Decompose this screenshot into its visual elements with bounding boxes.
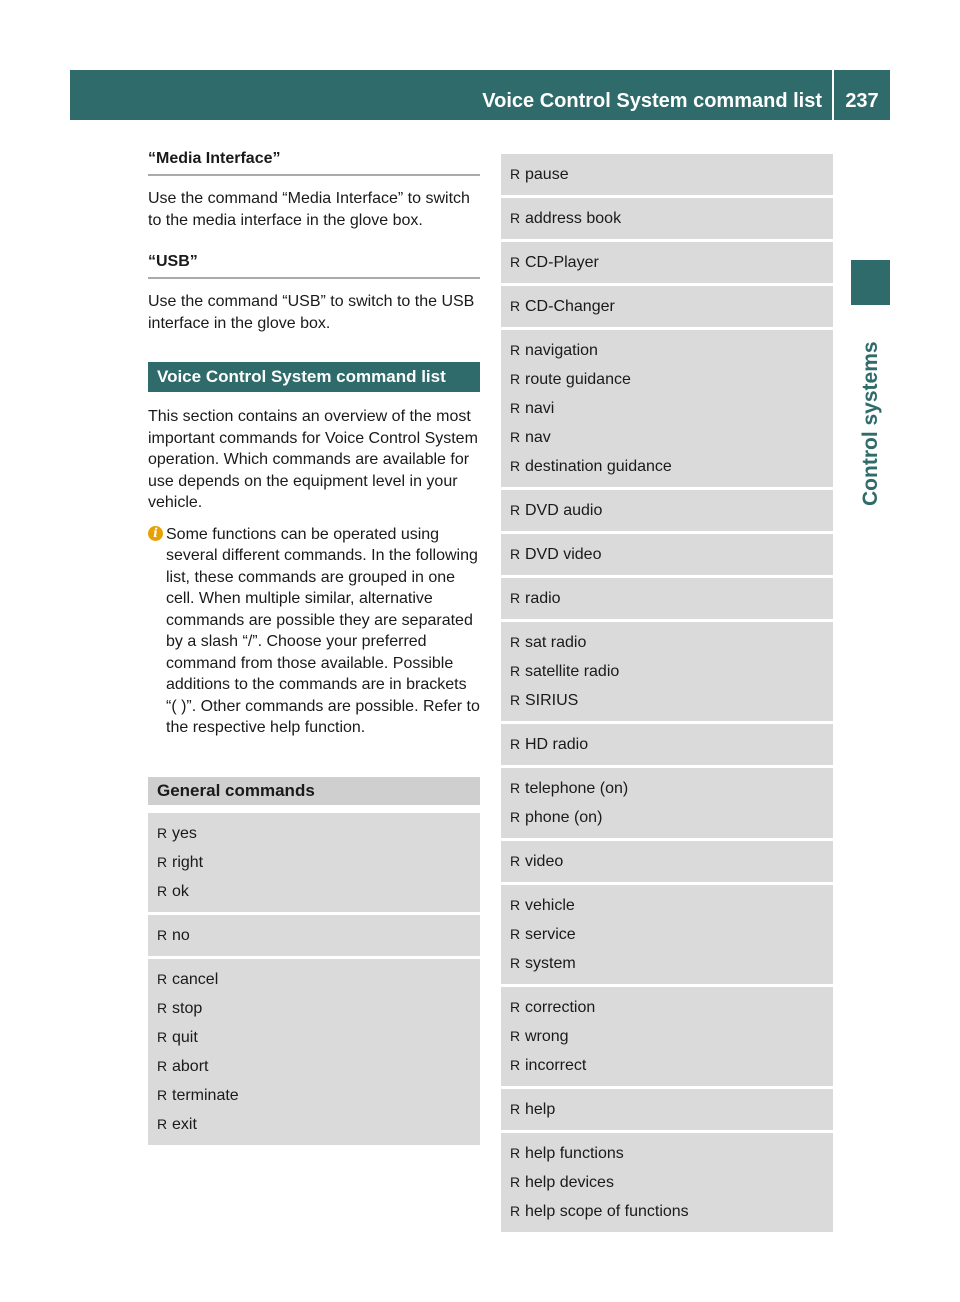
- side-tab-label: Control systems: [859, 341, 882, 506]
- info-icon: i: [148, 526, 163, 541]
- command-item: [501, 1197, 833, 1226]
- command-text: DVD audio: [525, 502, 603, 519]
- command-text: quit: [172, 1028, 198, 1046]
- command-text: abort: [172, 1057, 209, 1075]
- media-interface-heading: “Media Interface”: [148, 150, 480, 176]
- commands-table: [501, 154, 833, 1232]
- bullet-symbol: R: [510, 663, 521, 679]
- intro-text: This section contains an overview of the most important commands for Voice Control System operation. Which commands are available for use depends on the equipment level in your vehicle.: [148, 408, 478, 511]
- bullet-symbol: R: [510, 1145, 521, 1161]
- command-cell: [501, 286, 833, 330]
- command-text: yes: [172, 824, 197, 842]
- command-text: terminate: [172, 1086, 239, 1104]
- left-column: [148, 150, 480, 1145]
- command-item: [501, 336, 833, 365]
- bullet-symbol: R: [510, 999, 521, 1015]
- command-item: [501, 949, 833, 978]
- command-item: [148, 1081, 480, 1110]
- command-text: help: [525, 1101, 556, 1118]
- command-item: [501, 803, 833, 832]
- bullet-symbol: R: [510, 298, 521, 314]
- bullet-symbol: R: [510, 897, 521, 913]
- command-text: address book: [525, 210, 622, 227]
- command-cell: [501, 578, 833, 622]
- command-cell: [148, 915, 480, 959]
- bullet-symbol: R: [510, 736, 521, 752]
- command-item: [501, 584, 833, 613]
- bullet-symbol: R: [510, 1057, 521, 1073]
- bullet-symbol: R: [510, 458, 521, 474]
- command-item: [148, 1052, 480, 1081]
- command-item: [148, 965, 480, 994]
- command-cell: [501, 154, 833, 198]
- bullet-symbol: R: [157, 882, 168, 899]
- command-item: [501, 1139, 833, 1168]
- section-title: Voice Control System command list: [148, 362, 480, 392]
- bullet-symbol: R: [510, 1203, 521, 1219]
- command-item: [148, 1110, 480, 1139]
- command-item: [501, 891, 833, 920]
- command-item: [148, 1023, 480, 1052]
- command-item: [501, 628, 833, 657]
- command-cell: [501, 987, 833, 1089]
- command-text: CD-Player: [525, 254, 599, 271]
- bullet-symbol: R: [510, 780, 521, 796]
- bullet-symbol: R: [157, 999, 168, 1016]
- bullet-symbol: R: [157, 1115, 168, 1132]
- page-number: 237: [845, 90, 879, 112]
- bullet-symbol: R: [510, 546, 521, 562]
- bullet-symbol: R: [157, 970, 168, 987]
- command-item: [501, 1095, 833, 1124]
- bullet-symbol: R: [157, 1057, 168, 1074]
- bullet-symbol: R: [510, 1101, 521, 1117]
- command-text: pause: [525, 166, 569, 183]
- command-item: [148, 994, 480, 1023]
- command-item: [501, 1168, 833, 1197]
- bullet-symbol: R: [510, 502, 521, 518]
- command-cell: [501, 768, 833, 841]
- bullet-symbol: R: [157, 1028, 168, 1045]
- command-text: nav: [525, 429, 551, 446]
- command-cell: [501, 198, 833, 242]
- command-cell: [501, 724, 833, 768]
- command-text: incorrect: [525, 1057, 587, 1074]
- command-cell: [501, 841, 833, 885]
- command-item: [501, 452, 833, 481]
- bullet-symbol: R: [510, 590, 521, 606]
- general-commands-heading: General commands: [148, 777, 480, 805]
- usb-heading: “USB”: [148, 253, 480, 279]
- command-text: navigation: [525, 342, 598, 359]
- command-cell: [501, 534, 833, 578]
- info-note-text: Some functions can be operated using several different commands. In the following list, these commands are grouped in one cell. When multiple similar, alternative commands are possible they are separated by a slash “/”. Choose your preferred command from those available. Possible additions to the commands are in brackets “( )”. Other commands are possible. Refer to the respective help function.: [166, 525, 480, 736]
- command-text: help functions: [525, 1145, 624, 1162]
- bullet-symbol: R: [510, 853, 521, 869]
- bullet-symbol: R: [157, 926, 168, 943]
- command-cell: [501, 242, 833, 286]
- command-item: [501, 540, 833, 569]
- bullet-symbol: R: [157, 853, 168, 870]
- command-cell: [148, 959, 480, 1145]
- command-cell: [501, 1089, 833, 1133]
- command-item: [501, 423, 833, 452]
- command-item: [501, 657, 833, 686]
- info-note: [148, 524, 480, 739]
- command-text: sat radio: [525, 634, 587, 651]
- bullet-symbol: R: [510, 1174, 521, 1190]
- command-item: [148, 848, 480, 877]
- bullet-symbol: R: [510, 809, 521, 825]
- bullet-symbol: R: [510, 210, 521, 226]
- command-item: [501, 847, 833, 876]
- command-cell: [501, 885, 833, 987]
- command-item: [148, 819, 480, 848]
- general-commands-table: [148, 813, 480, 1145]
- media-interface-text: Use the command “Media Interface” to switch to the media interface in the glove box.: [148, 190, 470, 229]
- command-cell: [501, 1133, 833, 1232]
- command-item: [148, 877, 480, 906]
- command-text: wrong: [525, 1028, 569, 1045]
- header-title: Voice Control System command list: [482, 90, 822, 112]
- command-text: vehicle: [525, 897, 575, 914]
- page-header: [70, 70, 890, 120]
- command-item: [501, 160, 833, 189]
- command-text: service: [525, 926, 576, 943]
- command-cell: [501, 330, 833, 490]
- command-cell: [501, 622, 833, 724]
- command-item: [501, 204, 833, 233]
- command-text: telephone (on): [525, 780, 629, 797]
- command-item: [501, 774, 833, 803]
- bullet-symbol: R: [510, 371, 521, 387]
- bullet-symbol: R: [510, 955, 521, 971]
- bullet-symbol: R: [157, 824, 168, 841]
- bullet-symbol: R: [510, 692, 521, 708]
- bullet-symbol: R: [510, 342, 521, 358]
- command-text: exit: [172, 1115, 197, 1133]
- command-text: ok: [172, 882, 189, 900]
- command-item: [501, 394, 833, 423]
- command-text: SIRIUS: [525, 692, 579, 709]
- command-item: [501, 993, 833, 1022]
- command-item: [501, 686, 833, 715]
- command-text: system: [525, 955, 576, 972]
- bullet-symbol: R: [510, 1028, 521, 1044]
- command-item: [501, 920, 833, 949]
- command-item: [501, 365, 833, 394]
- command-text: phone (on): [525, 809, 603, 826]
- command-text: video: [525, 853, 564, 870]
- right-column: [501, 154, 833, 1232]
- command-item: [501, 1051, 833, 1080]
- bullet-symbol: R: [157, 1086, 168, 1103]
- command-text: stop: [172, 999, 203, 1017]
- command-text: radio: [525, 590, 561, 607]
- bullet-symbol: R: [510, 429, 521, 445]
- bullet-symbol: R: [510, 634, 521, 650]
- command-item: [501, 496, 833, 525]
- command-text: CD-Changer: [525, 298, 615, 315]
- command-text: HD radio: [525, 736, 589, 753]
- command-item: [501, 730, 833, 759]
- command-text: help devices: [525, 1174, 614, 1191]
- command-cell: [501, 490, 833, 534]
- command-cell: [148, 813, 480, 915]
- command-text: help scope of functions: [525, 1203, 689, 1220]
- command-text: no: [172, 926, 190, 944]
- command-text: cancel: [172, 970, 219, 988]
- command-item: [501, 248, 833, 277]
- command-text: destination guidance: [525, 458, 672, 475]
- command-item: [148, 921, 480, 950]
- bullet-symbol: R: [510, 166, 521, 182]
- usb-text: Use the command “USB” to switch to the USB interface in the glove box.: [148, 293, 475, 332]
- bullet-symbol: R: [510, 926, 521, 942]
- command-text: route guidance: [525, 371, 631, 388]
- bullet-symbol: R: [510, 400, 521, 416]
- command-text: satellite radio: [525, 663, 620, 680]
- bullet-symbol: R: [510, 254, 521, 270]
- command-text: right: [172, 853, 204, 871]
- command-text: navi: [525, 400, 555, 417]
- command-item: [501, 292, 833, 321]
- side-tab-marker: [851, 260, 890, 305]
- command-item: [501, 1022, 833, 1051]
- command-text: DVD video: [525, 546, 602, 563]
- command-text: correction: [525, 999, 596, 1016]
